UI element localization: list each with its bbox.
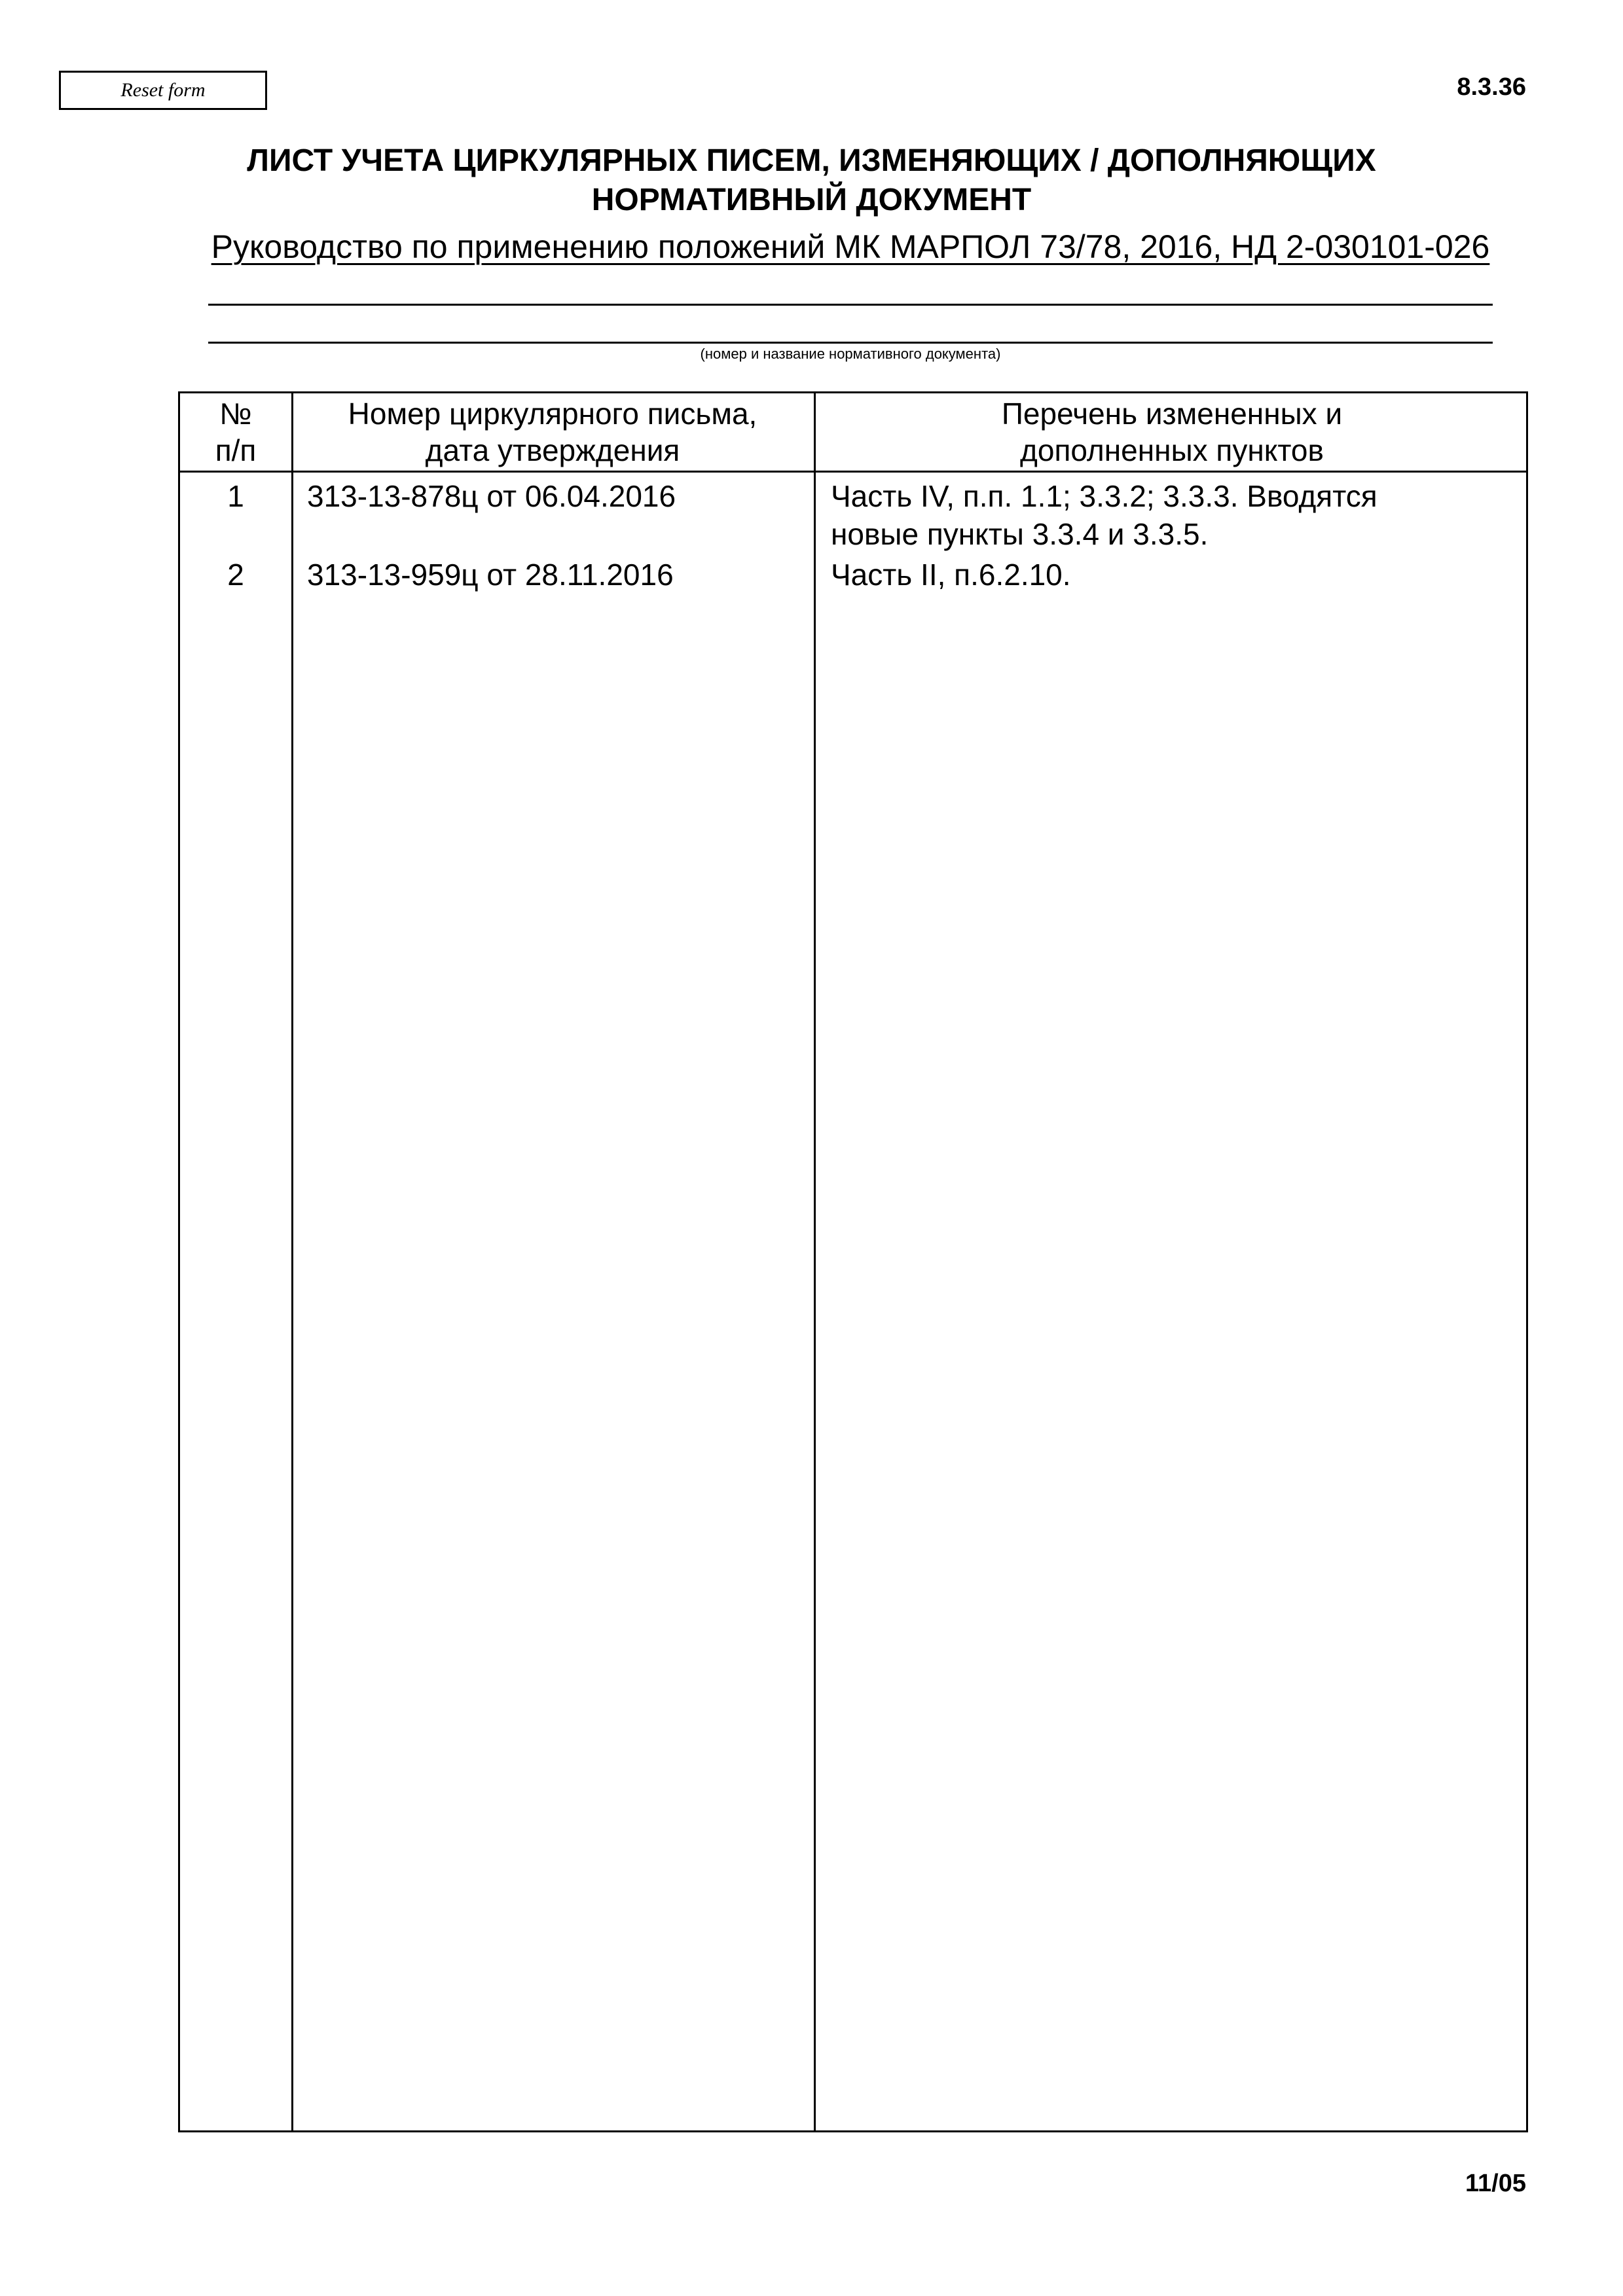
- column-divider: [814, 393, 816, 2130]
- row-letter: 313-13-878ц от 06.04.2016: [307, 479, 676, 513]
- page-title-line-2: НОРМАТИВНЫЙ ДОКУМЕНТ: [591, 183, 1032, 217]
- row-items-line-2: новые пункты 3.3.4 и 3.3.5.: [831, 517, 1209, 551]
- header-letter-line-1: Номер циркулярного письма,: [348, 397, 757, 431]
- circular-letters-table: [178, 391, 1528, 2132]
- page-number: 11/05: [1465, 2170, 1526, 2197]
- reset-form-button[interactable]: Reset form: [59, 71, 267, 110]
- document-name-line-2[interactable]: [208, 304, 1493, 306]
- row-items-line-1: Часть II, п.6.2.10.: [831, 558, 1071, 592]
- header-items: [814, 393, 1530, 471]
- row-number: 2: [227, 558, 244, 592]
- header-letter: [291, 393, 814, 471]
- header-number-line-2: п/п: [215, 433, 257, 467]
- header-items-line-2: дополненных пунктов: [1020, 433, 1324, 467]
- row-items-line-1: Часть IV, п.п. 1.1; 3.3.2; 3.3.3. Вводятся: [831, 479, 1377, 513]
- header-number: [180, 393, 291, 471]
- header-letter-line-2: дата утверждения: [425, 433, 680, 467]
- document-name-line-3[interactable]: [208, 342, 1493, 344]
- row-letter: 313-13-959ц от 28.11.2016: [307, 558, 674, 592]
- page-title-line-1: ЛИСТ УЧЕТА ЦИРКУЛЯРНЫХ ПИСЕМ, ИЗМЕНЯЮЩИХ / ДОПОЛНЯЮЩИХ: [247, 143, 1376, 178]
- document-name-field[interactable]: Руководство по применению положений МК МАРПОЛ 73/78, 2016, НД 2-030101-026: [211, 228, 1490, 265]
- document-name-caption: (номер и название нормативного документа): [700, 346, 1001, 362]
- header-number-line-1: №: [219, 397, 252, 431]
- column-divider: [291, 393, 293, 2130]
- row-number: 1: [227, 479, 244, 513]
- header-divider: [180, 471, 1526, 473]
- row-items: [831, 477, 1512, 553]
- document-code: 8.3.36: [1457, 73, 1526, 101]
- header-items-line-1: Перечень измененных и: [1001, 397, 1343, 431]
- row-items: [831, 556, 1512, 594]
